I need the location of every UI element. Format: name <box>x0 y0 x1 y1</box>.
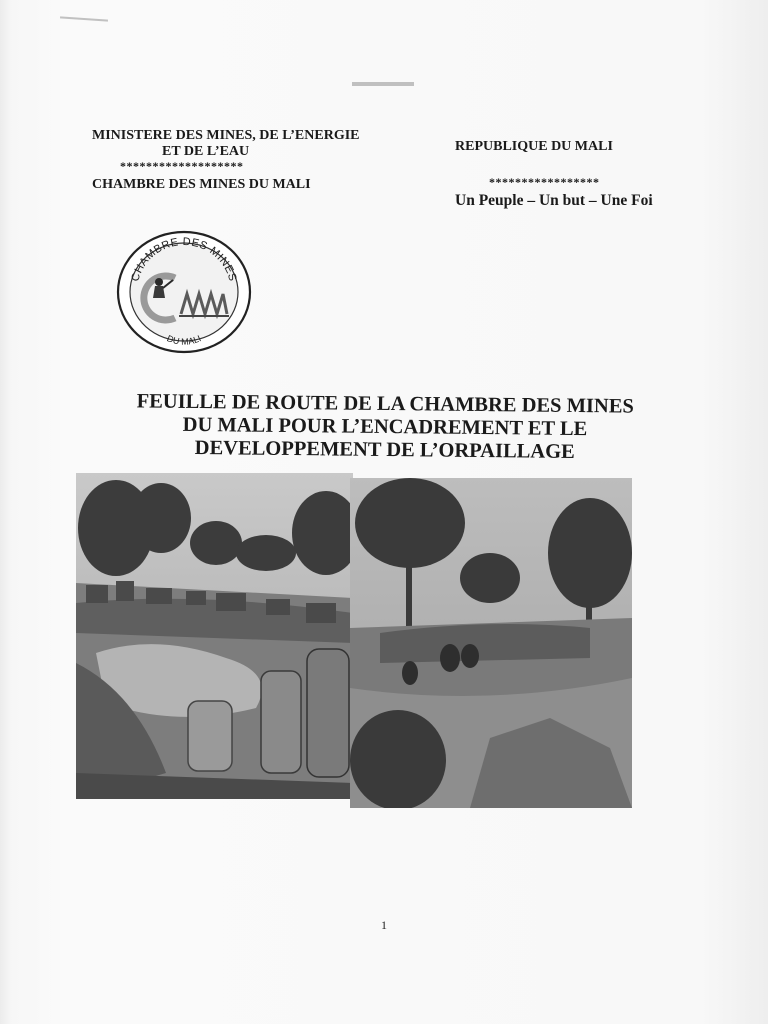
country-name: REPUBLIQUE DU MALI <box>455 139 613 154</box>
page-number: 1 <box>381 918 387 932</box>
republic-header <box>455 139 715 210</box>
mining-site-photo-right <box>350 478 632 808</box>
miner-icon <box>155 278 163 286</box>
title-line-3: DEVELOPPEMENT DE L’ORPAILLAGE <box>194 437 575 463</box>
document-title <box>90 390 681 465</box>
title-line-2: DU MALI POUR L’ENCADREMENT ET LE <box>182 413 588 441</box>
chamber-name: CHAMBRE DES MINES DU MALI <box>92 177 311 192</box>
scan-artifact <box>60 16 108 21</box>
chamber-logo <box>115 228 253 354</box>
separator-stars: ***************** <box>489 175 600 189</box>
logo-ring-top-text: CHAMBRE DES MINES <box>129 235 239 283</box>
mining-site-photo-left <box>76 473 353 799</box>
scan-artifact <box>352 82 414 86</box>
separator-stars: ******************* <box>120 159 244 173</box>
title-line-1: FEUILLE DE ROUTE DE LA CHAMBRE DES MINES <box>136 390 634 418</box>
ministry-name-cont: ET DE L’EAU <box>162 144 250 159</box>
ministry-name: MINISTERE DES MINES, DE L’ENERGIE <box>92 128 360 143</box>
logo-ring-bottom-text: DU MALI <box>165 333 203 347</box>
national-motto: Un Peuple – Un but – Une Foi <box>455 192 653 209</box>
ministry-header <box>92 128 392 193</box>
